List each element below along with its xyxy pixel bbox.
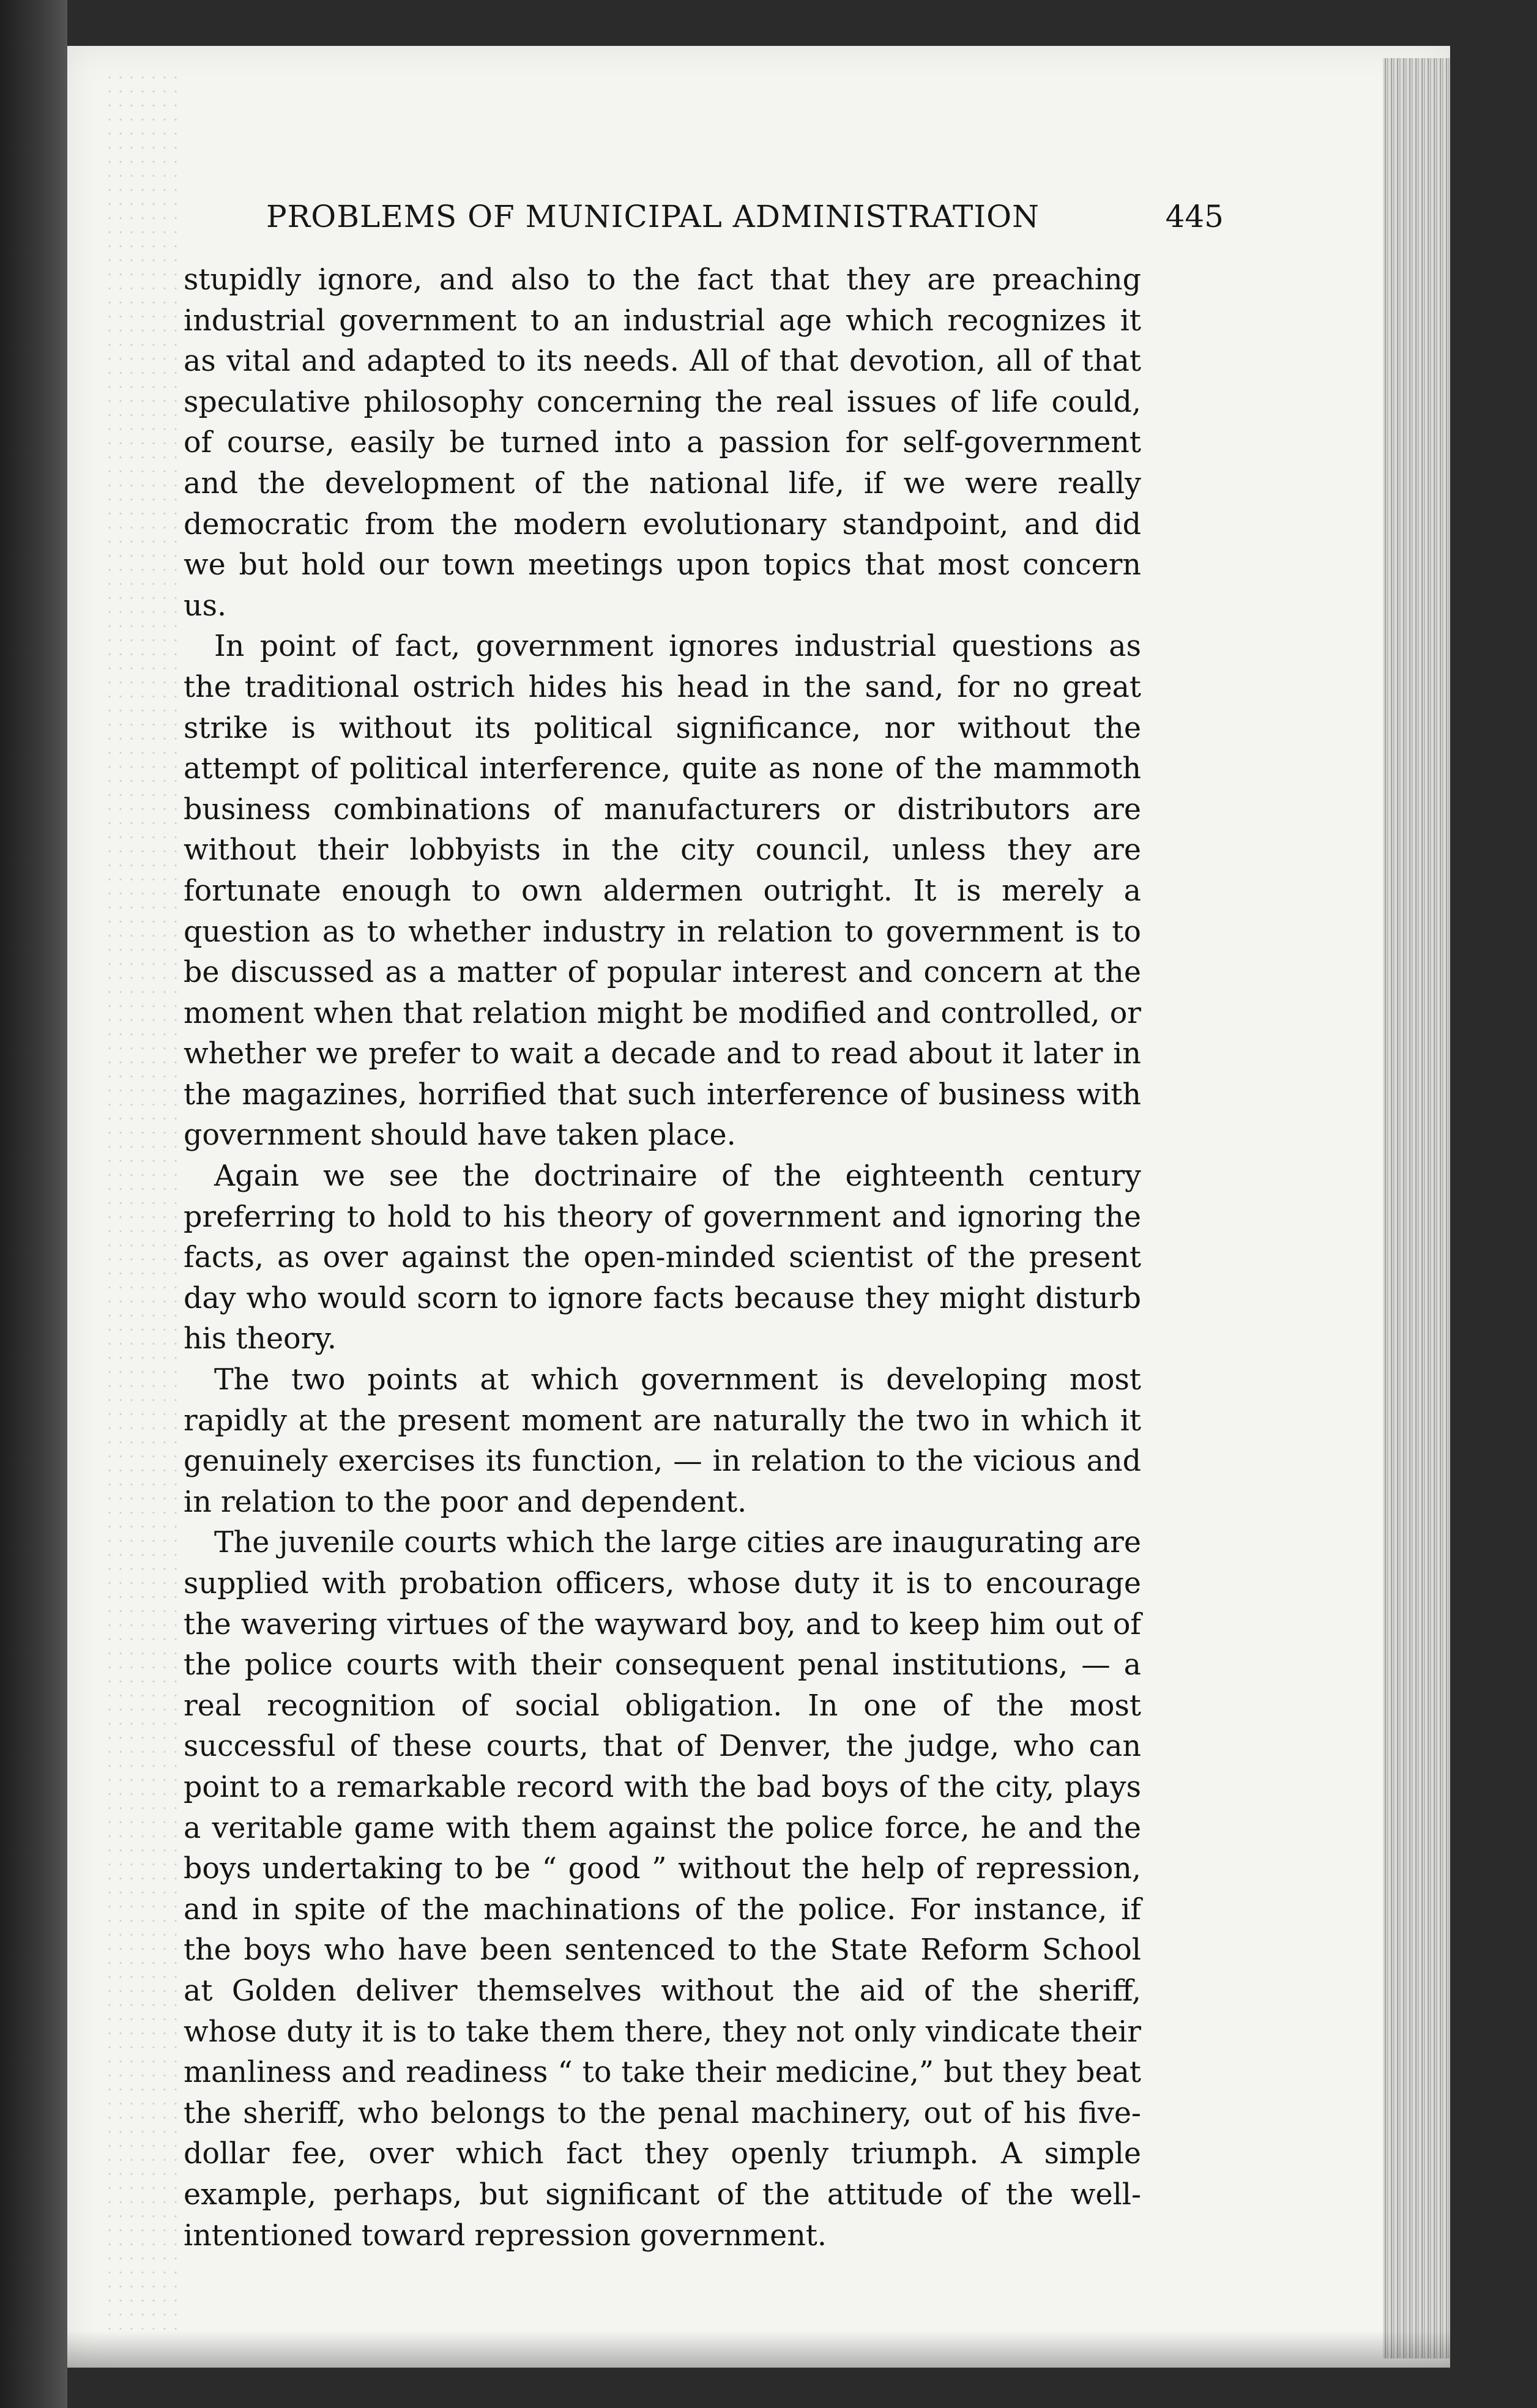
- running-head: PROBLEMS OF MUNICIPAL ADMINISTRATION: [266, 199, 1040, 234]
- page-gutter-speckle: [104, 70, 177, 2334]
- page-number: 445: [1165, 199, 1224, 234]
- page-bottom-shadow: [67, 2331, 1450, 2368]
- paragraph: The two points at which government is developing most rapidly at the present moment are naturally the two in which it genuinely exercises its function, — in relation to the vicious and in relation to the poor and dependent.: [184, 1363, 1141, 1519]
- book-page: [67, 46, 1450, 2368]
- paragraph: Again we see the doctrinaire of the eighteenth century preferring to hold to his theory of government and ignoring the facts, as over against the open-minded scientist of the present day who would scorn to ignore facts because they might disturb his theory.: [184, 1159, 1141, 1356]
- page-stack-edge: [1383, 58, 1450, 2358]
- paragraph: In point of fact, government ignores industrial questions as the traditional ostrich hides his head in the sand, for no great strike is without its political significance, nor without the attempt of political interference, quite as none of the mammoth business combinations of manufacturers or distributors are without their lobbyists in the city council, unless they are fortunate enough to own aldermen outright. It is merely a question as to whether industry in relation to government is to be discussed as a matter of popular interest and concern at the moment when that relation might be modified and controlled, or whether we prefer to wait a decade and to read about it later in the magazines, horrified that such interference of business with government should have taken place.: [184, 630, 1141, 1153]
- paragraph: The juvenile courts which the large cities are inaugurating are supplied with probation officers, whose duty it is to encourage the wavering virtues of the wayward boy, and to keep him out of the police courts with their consequent penal institutions, — a real recognition of social obligation. In one of the most successful of these courts, that of Denver, the judge, who can point to a remarkable record with the bad boys of the city, plays a veritable game with them against the police force, he and the boys undertaking to be “ good ” without the help of repression, and in spite of the machinations of the police. For instance, if the boys who have been sentenced to the State Reform School at Golden deliver themselves without the aid of the sheriff, whose duty it is to take them there, they not only vindicate their manliness and readiness “ to take their medicine,” but they beat the sheriff, who belongs to the penal machinery, out of his five-dollar fee, over which fact they openly triumph. A simple example, perhaps, but significant of the attitude of the well-intentioned toward repression government.: [184, 1526, 1141, 2253]
- scan-background-edge: [0, 0, 67, 2408]
- paragraph-continued: stupidly ignore, and also to the fact that they are preaching industrial government to an industrial age which recognizes it as vital and adapted to its needs. All of that devotion, all of that speculative philosophy concerning the real issues of life could, of course, easily be turned into a passion for self-government and the development of the national life, if we were really democratic from the modern evolutionary standpoint, and did we but hold our town meetings upon topics that most concern us.: [184, 263, 1141, 623]
- body-text: [184, 260, 1141, 2256]
- page-header: [266, 199, 1224, 242]
